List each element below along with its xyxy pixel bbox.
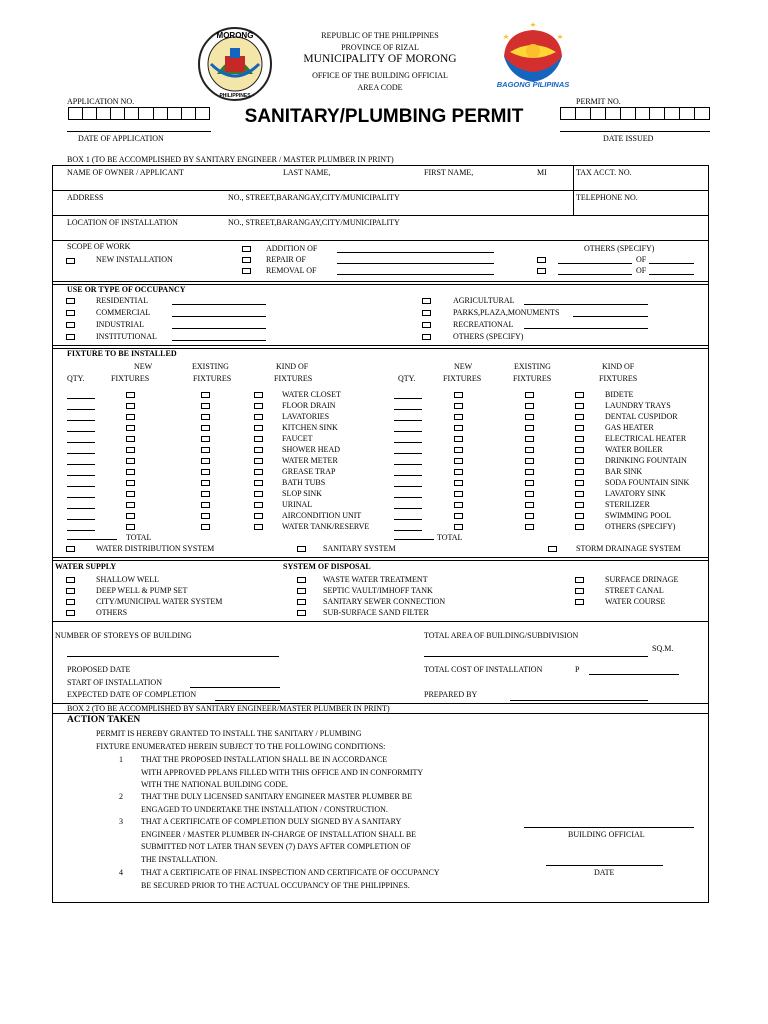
fixture-existing-checkbox[interactable] <box>201 392 210 398</box>
occupancy-label: OTHERS (SPECIFY) <box>453 332 524 341</box>
prepared-by-label: PREPARED BY <box>424 690 478 699</box>
application-no-boxes[interactable] <box>68 107 210 120</box>
condition-3-num: 3 <box>119 817 123 826</box>
fixture-new-checkbox[interactable] <box>454 480 463 486</box>
fixture-kind-checkbox[interactable] <box>254 414 263 420</box>
of-line-1[interactable] <box>649 263 694 264</box>
header-republic: REPUBLIC OF THE PHILIPPINES <box>321 31 439 40</box>
date-signature-line[interactable] <box>546 865 663 866</box>
fixture-new-checkbox[interactable] <box>454 513 463 519</box>
fixture-qty-line[interactable] <box>67 475 95 476</box>
building-official-signature-line[interactable] <box>524 827 694 828</box>
condition-1-line-1: THAT THE PROPOSED INSTALLATION SHALL BE IN ACCORDANCE <box>141 755 388 764</box>
fixture-existing-checkbox[interactable] <box>201 414 210 420</box>
fixture-existing-checkbox[interactable] <box>201 469 210 475</box>
h-fixtures-left-1: FIXTURES <box>111 374 150 383</box>
occupancy-label: RESIDENTIAL <box>96 296 148 305</box>
fixture-label: LAVATORY SINK <box>605 489 666 498</box>
expected-completion-line[interactable] <box>215 700 280 701</box>
fixture-kind-checkbox[interactable] <box>254 502 263 508</box>
disposal-label: WATER COURSE <box>605 597 666 606</box>
new-installation-label: NEW INSTALLATION <box>96 255 173 264</box>
repair-line[interactable] <box>337 263 494 264</box>
fixture-existing-checkbox[interactable] <box>525 458 534 464</box>
fixture-kind-checkbox[interactable] <box>575 524 584 530</box>
occupancy-line[interactable] <box>172 316 266 317</box>
total-cost-label: TOTAL COST OF INSTALLATION <box>424 665 543 674</box>
fixture-qty-line[interactable] <box>67 453 95 454</box>
fixture-qty-line[interactable] <box>67 442 95 443</box>
disposal-checkbox[interactable] <box>575 577 584 583</box>
action-intro-2: FIXTURE ENUMERATED HEREIN SUBJECT TO THE FOLLOWING CONDITIONS: <box>96 742 386 751</box>
prepared-by-line[interactable] <box>510 700 648 701</box>
fixture-label: BAR SINK <box>605 467 643 476</box>
fixture-existing-checkbox[interactable] <box>525 524 534 530</box>
fixture-label: DENTAL CUSPIDOR <box>605 412 678 421</box>
addition-line[interactable] <box>337 252 494 253</box>
h-kind-left: KIND OF <box>276 362 309 371</box>
fixture-existing-checkbox[interactable] <box>525 425 534 431</box>
disposal-label: SEPTIC VAULT/IMHOFF TANK <box>323 586 433 595</box>
water-supply-checkbox[interactable] <box>66 599 75 605</box>
fixture-label: LAVATORIES <box>282 412 330 421</box>
fixture-kind-checkbox[interactable] <box>575 502 584 508</box>
repair-checkbox[interactable] <box>242 257 251 263</box>
condition-3-line-4: THE INSTALLATION. <box>141 855 218 864</box>
condition-4-line-2: BE SECURED PRIOR TO THE ACTUAL OCCUPANCY OF THE PHILIPPINES. <box>141 881 410 890</box>
fixture-kind-checkbox[interactable] <box>254 469 263 475</box>
date-of-application-label: DATE OF APPLICATION <box>78 134 164 143</box>
of-label-1: OF <box>636 255 647 264</box>
location-label: LOCATION OF INSTALLATION <box>67 218 178 227</box>
telephone-label: TELEPHONE NO. <box>576 193 638 202</box>
occupancy-line[interactable] <box>172 340 266 341</box>
fixture-new-checkbox[interactable] <box>126 392 135 398</box>
logo-caption: BAGONG PILIPINAS <box>496 80 570 89</box>
storm-drainage-label: STORM DRAINAGE SYSTEM <box>576 544 681 553</box>
peso-sign: P <box>575 665 580 674</box>
occupancy-label: COMMERCIAL <box>96 308 151 317</box>
fixture-new-checkbox[interactable] <box>126 502 135 508</box>
condition-3-line-3: SUBMITTED NOT LATER THAN SEVEN (7) DAYS AFTER COMPLETION OF <box>141 842 411 851</box>
fixture-kind-checkbox[interactable] <box>575 458 584 464</box>
occupancy-checkbox[interactable] <box>422 334 431 340</box>
fixture-existing-checkbox[interactable] <box>525 491 534 497</box>
water-distribution-checkbox[interactable] <box>66 546 75 552</box>
water-distribution-label: WATER DISTRIBUTION SYSTEM <box>96 544 215 553</box>
box2-title: BOX 2 (TO BE ACCOMPLISHED BY SANITARY ENGINEER/MASTER PLUMBER IN PRINT) <box>67 704 390 713</box>
fixture-kind-checkbox[interactable] <box>254 480 263 486</box>
fixture-qty-line[interactable] <box>67 464 95 465</box>
disposal-title: SYSTEM OF DISPOSAL <box>283 562 371 571</box>
occupancy-line[interactable] <box>524 328 648 329</box>
others-line-2[interactable] <box>558 274 632 275</box>
proposed-date-label: PROPOSED DATE <box>67 665 131 674</box>
condition-1-num: 1 <box>119 755 123 764</box>
disposal-label: WASTE WATER TREATMENT <box>323 575 428 584</box>
h-existing-right: EXISTING <box>514 362 551 371</box>
occupancy-label: INSTITUTIONAL <box>96 332 157 341</box>
fixture-new-checkbox[interactable] <box>126 447 135 453</box>
condition-3-line-1: THAT A CERTIFICATE OF COMPLETION DULY SIGNED BY A SANITARY <box>141 817 402 826</box>
total-area-line[interactable] <box>424 656 648 657</box>
fixture-new-checkbox[interactable] <box>454 469 463 475</box>
fixture-kind-checkbox[interactable] <box>254 403 263 409</box>
fixture-qty-line[interactable] <box>67 398 95 399</box>
fixture-new-checkbox[interactable] <box>126 480 135 486</box>
fixture-kind-checkbox[interactable] <box>575 403 584 409</box>
total-line-right[interactable] <box>394 539 434 540</box>
header-office: OFFICE OF THE BUILDING OFFICIAL <box>312 71 448 80</box>
fixture-qty-line[interactable] <box>394 497 422 498</box>
date-issued-label: DATE ISSUED <box>603 134 654 143</box>
occupancy-checkbox[interactable] <box>66 322 75 328</box>
fixture-qty-line[interactable] <box>67 420 95 421</box>
removal-checkbox[interactable] <box>242 268 251 274</box>
fixture-new-checkbox[interactable] <box>126 414 135 420</box>
fixture-qty-line[interactable] <box>394 508 422 509</box>
fixture-qty-line[interactable] <box>394 519 422 520</box>
fixture-new-checkbox[interactable] <box>454 491 463 497</box>
condition-2-num: 2 <box>119 792 123 801</box>
total-label-left: TOTAL <box>126 533 152 542</box>
fixture-label: SLOP SINK <box>282 489 322 498</box>
total-area-label: TOTAL AREA OF BUILDING/SUBDIVISION <box>424 631 579 640</box>
water-supply-checkbox[interactable] <box>66 577 75 583</box>
occupancy-line[interactable] <box>172 304 266 305</box>
fixture-label: SHOWER HEAD <box>282 445 340 454</box>
fixture-kind-checkbox[interactable] <box>254 524 263 530</box>
fixture-label: WATER METER <box>282 456 338 465</box>
fixture-kind-checkbox[interactable] <box>254 425 263 431</box>
total-line-left[interactable] <box>67 539 117 540</box>
fixture-kind-checkbox[interactable] <box>254 513 263 519</box>
bagong-pilipinas-logo <box>494 22 572 94</box>
occupancy-title: USE OR TYPE OF OCCUPANCY <box>67 285 186 294</box>
fixture-new-checkbox[interactable] <box>454 436 463 442</box>
address-label: ADDRESS <box>67 193 104 202</box>
fixture-label: STERILIZER <box>605 500 650 509</box>
water-supply-checkbox[interactable] <box>66 588 75 594</box>
occupancy-line[interactable] <box>524 304 648 305</box>
fixture-existing-checkbox[interactable] <box>201 491 210 497</box>
total-label-right: TOTAL <box>437 533 463 542</box>
fixture-existing-checkbox[interactable] <box>525 447 534 453</box>
fixture-existing-checkbox[interactable] <box>201 436 210 442</box>
h-existing-left: EXISTING <box>192 362 229 371</box>
fixture-qty-line[interactable] <box>67 431 95 432</box>
fixture-label: AIRCONDITION UNIT <box>282 511 362 520</box>
building-official-label: BUILDING OFFICIAL <box>568 830 645 839</box>
others-specify-label: OTHERS (SPECIFY) <box>584 244 655 253</box>
disposal-checkbox[interactable] <box>297 599 306 605</box>
condition-2-line-1: THAT THE DULY LICENSED SANITARY ENGINEER MASTER PLUMBER BE <box>141 792 413 801</box>
condition-1-line-2: WITH APPROVED PPLANS FILLED WITH THIS OFFICE AND IN CONFORMITY <box>141 768 424 777</box>
fixture-qty-line[interactable] <box>394 409 422 410</box>
occupancy-line[interactable] <box>172 328 266 329</box>
fixture-new-checkbox[interactable] <box>454 425 463 431</box>
repair-label: REPAIR OF <box>266 255 306 264</box>
fixture-existing-checkbox[interactable] <box>201 524 210 530</box>
fixture-existing-checkbox[interactable] <box>525 392 534 398</box>
disposal-checkbox[interactable] <box>575 599 584 605</box>
h-qty-left: QTY. <box>67 374 85 383</box>
fixture-existing-checkbox[interactable] <box>525 480 534 486</box>
fixture-qty-line[interactable] <box>67 486 95 487</box>
mi-label: MI <box>537 168 547 177</box>
removal-line[interactable] <box>337 274 494 275</box>
fixture-label: ELECTRICAL HEATER <box>605 434 687 443</box>
fixture-kind-checkbox[interactable] <box>254 436 263 442</box>
fixture-kind-checkbox[interactable] <box>254 392 263 398</box>
fixture-existing-checkbox[interactable] <box>201 403 210 409</box>
water-supply-label: OTHERS <box>96 608 128 617</box>
fixture-existing-checkbox[interactable] <box>525 403 534 409</box>
disposal-label: SANITARY SEWER CONNECTION <box>323 597 446 606</box>
condition-2-line-2: ENGAGED TO UNDERTAKE THE INSTALLATION / CONSTRUCTION. <box>141 805 388 814</box>
occupancy-checkbox[interactable] <box>66 310 75 316</box>
fixture-qty-line[interactable] <box>67 508 95 509</box>
fixture-qty-line[interactable] <box>67 519 95 520</box>
water-supply-title: WATER SUPPLY <box>55 562 117 571</box>
storeys-line[interactable] <box>67 656 279 657</box>
permit-no-boxes[interactable] <box>560 107 710 120</box>
fixture-existing-checkbox[interactable] <box>201 502 210 508</box>
condition-1-line-3: WITH THE NATIONAL BUILDING CODE. <box>141 780 288 789</box>
others-checkbox-1[interactable] <box>537 257 546 263</box>
storeys-label: NUMBER OF STOREYS OF BUILDING <box>55 631 192 640</box>
fixture-qty-line[interactable] <box>394 486 422 487</box>
condition-4-num: 4 <box>119 868 123 877</box>
fixture-existing-checkbox[interactable] <box>201 480 210 486</box>
fixture-kind-checkbox[interactable] <box>254 458 263 464</box>
fixture-label: WATER BOILER <box>605 445 663 454</box>
disposal-label: SURFACE DRINAGE <box>605 575 679 584</box>
fixture-qty-line[interactable] <box>394 464 422 465</box>
fixture-new-checkbox[interactable] <box>126 513 135 519</box>
fixture-label: OTHERS (SPECIFY) <box>605 522 676 531</box>
seal-top-text: MORONG <box>216 31 254 40</box>
fixture-new-checkbox[interactable] <box>126 436 135 442</box>
start-installation-label: START OF INSTALLATION <box>67 678 162 687</box>
form-title: SANITARY/PLUMBING PERMIT <box>244 106 524 127</box>
fixture-kind-checkbox[interactable] <box>575 447 584 453</box>
fixture-label: BATH TUBS <box>282 478 326 487</box>
fixture-qty-line[interactable] <box>67 497 95 498</box>
fixture-kind-checkbox[interactable] <box>254 491 263 497</box>
last-name-label: LAST NAME, <box>283 168 331 177</box>
fixture-new-checkbox[interactable] <box>454 458 463 464</box>
h-qty-right: QTY. <box>398 374 416 383</box>
condition-4-line-1: THAT A CERTIFICATE OF FINAL INSPECTION AND CERTIFICATE OF OCCUPANCY <box>141 868 440 877</box>
fixture-new-checkbox[interactable] <box>454 502 463 508</box>
fixtures-title: FIXTURE TO BE INSTALLED <box>67 349 177 358</box>
date-issued-line[interactable] <box>560 131 710 132</box>
fixture-new-checkbox[interactable] <box>454 392 463 398</box>
action-intro-1: PERMIT IS HEREBY GRANTED TO INSTALL THE SANITARY / PLUMBING <box>96 729 362 738</box>
fixture-kind-checkbox[interactable] <box>575 425 584 431</box>
occupancy-label: PARKS,PLAZA,MONUMENTS <box>453 308 560 317</box>
header-municipality: MUNICIPALITY OF MORONG <box>303 53 457 65</box>
application-no-label: APPLICATION NO. <box>67 97 135 106</box>
sqm-label: SQ.M. <box>652 644 674 653</box>
fixture-qty-line[interactable] <box>394 453 422 454</box>
occupancy-checkbox[interactable] <box>422 298 431 304</box>
fixture-new-checkbox[interactable] <box>126 403 135 409</box>
scope-label: SCOPE OF WORK <box>67 242 131 251</box>
box1-title: BOX 1 (TO BE ACCOMPLISHED BY SANITARY ENGINEER / MASTER PLUMBER IN PRINT) <box>67 155 394 164</box>
disposal-checkbox[interactable] <box>297 610 306 616</box>
fixture-label: SODA FOUNTAIN SINK <box>605 478 690 487</box>
occupancy-checkbox[interactable] <box>422 322 431 328</box>
h-fixtures-left-3: FIXTURES <box>274 374 313 383</box>
fixture-label: GAS HEATER <box>605 423 654 432</box>
fixture-new-checkbox[interactable] <box>126 469 135 475</box>
disposal-checkbox[interactable] <box>575 588 584 594</box>
fixture-kind-checkbox[interactable] <box>575 513 584 519</box>
fixture-new-checkbox[interactable] <box>454 414 463 420</box>
permit-no-label: PERMIT NO. <box>576 97 621 106</box>
others-line-1[interactable] <box>558 263 632 264</box>
fixture-existing-checkbox[interactable] <box>525 436 534 442</box>
occupancy-label: RECREATIONAL <box>453 320 514 329</box>
h-new-right: NEW <box>454 362 473 371</box>
fixture-existing-checkbox[interactable] <box>525 502 534 508</box>
disposal-label: SUB-SURFACE SAND FILTER <box>323 608 429 617</box>
fixture-qty-line[interactable] <box>67 530 95 531</box>
fixture-existing-checkbox[interactable] <box>201 458 210 464</box>
fixture-existing-checkbox[interactable] <box>201 447 210 453</box>
fixture-kind-checkbox[interactable] <box>575 414 584 420</box>
fixture-new-checkbox[interactable] <box>126 491 135 497</box>
fixture-label: LAUNDRY TRAYS <box>605 401 671 410</box>
fixture-kind-checkbox[interactable] <box>575 491 584 497</box>
water-supply-checkbox[interactable] <box>66 610 75 616</box>
start-installation-line[interactable] <box>190 687 280 688</box>
fixture-new-checkbox[interactable] <box>454 403 463 409</box>
header-area-code: AREA CODE <box>357 83 403 92</box>
fixture-existing-checkbox[interactable] <box>201 513 210 519</box>
h-kind-right: KIND OF <box>602 362 635 371</box>
municipal-seal <box>197 26 273 102</box>
sanitary-system-label: SANITARY SYSTEM <box>323 544 396 553</box>
fixture-qty-line[interactable] <box>394 420 422 421</box>
fixture-existing-checkbox[interactable] <box>525 469 534 475</box>
new-installation-checkbox[interactable] <box>66 258 75 264</box>
addition-label: ADDITION OF <box>266 244 318 253</box>
fixture-qty-line[interactable] <box>394 475 422 476</box>
water-supply-label: DEEP WELL & PUMP SET <box>96 586 188 595</box>
tax-acct-label: TAX ACCT. NO. <box>576 168 632 177</box>
occupancy-checkbox[interactable] <box>66 298 75 304</box>
occupancy-label: INDUSTRIAL <box>96 320 144 329</box>
fixture-kind-checkbox[interactable] <box>575 436 584 442</box>
header-province: PROVINCE OF RIZAL <box>341 43 419 52</box>
action-title: ACTION TAKEN <box>67 715 141 725</box>
h-fixtures-left-2: FIXTURES <box>193 374 232 383</box>
fixture-existing-checkbox[interactable] <box>525 414 534 420</box>
removal-label: REMOVAL OF <box>266 266 317 275</box>
occupancy-checkbox[interactable] <box>422 310 431 316</box>
of-line-2[interactable] <box>649 274 694 275</box>
fixture-kind-checkbox[interactable] <box>575 480 584 486</box>
fixture-label: DRINKING FOUNTAIN <box>605 456 687 465</box>
others-checkbox-2[interactable] <box>537 268 546 274</box>
fixture-qty-line[interactable] <box>67 409 95 410</box>
fixture-new-checkbox[interactable] <box>126 425 135 431</box>
h-fixtures-right-2: FIXTURES <box>513 374 552 383</box>
total-cost-line[interactable] <box>589 674 679 675</box>
fixture-kind-checkbox[interactable] <box>575 469 584 475</box>
fixture-qty-line[interactable] <box>394 398 422 399</box>
fixture-existing-checkbox[interactable] <box>525 513 534 519</box>
fixture-label: WATER TANK/RESERVE <box>282 522 370 531</box>
owner-name-label: NAME OF OWNER / APPLICANT <box>67 168 184 177</box>
fixture-qty-line[interactable] <box>394 431 422 432</box>
condition-3-line-2: ENGINEER / MASTER PLUMBER IN-CHARGE OF INSTALLATION SHALL BE <box>141 830 417 839</box>
first-name-label: FIRST NAME, <box>424 168 474 177</box>
water-supply-label: SHALLOW WELL <box>96 575 160 584</box>
fixture-label: KITCHEN SINK <box>282 423 338 432</box>
occupancy-checkbox[interactable] <box>66 334 75 340</box>
fixture-label: SWIMMING POOL <box>605 511 671 520</box>
address-format: NO., STREET,BARANGAY,CITY/MUNICIPALITY <box>228 193 400 202</box>
occupancy-label: AGRICULTURAL <box>453 296 515 305</box>
h-fixtures-right-1: FIXTURES <box>443 374 482 383</box>
h-new-left: NEW <box>134 362 153 371</box>
water-supply-label: CITY/MUNICIPAL WATER SYSTEM <box>96 597 223 606</box>
fixture-new-checkbox[interactable] <box>454 447 463 453</box>
addition-checkbox[interactable] <box>242 246 251 252</box>
fixture-label: BIDETE <box>605 390 634 399</box>
fixture-qty-line[interactable] <box>394 442 422 443</box>
fixture-qty-line[interactable] <box>394 530 422 531</box>
fixture-new-checkbox[interactable] <box>454 524 463 530</box>
fixture-existing-checkbox[interactable] <box>201 425 210 431</box>
sanitary-system-checkbox[interactable] <box>297 546 306 552</box>
disposal-label: STREET CANAL <box>605 586 664 595</box>
occupancy-line[interactable] <box>573 316 648 317</box>
h-fixtures-right-3: FIXTURES <box>599 374 638 383</box>
fixture-label: WATER CLOSET <box>282 390 341 399</box>
location-format: NO., STREET,BARANGAY,CITY/MUNICIPALITY <box>228 218 400 227</box>
storm-drainage-checkbox[interactable] <box>548 546 557 552</box>
disposal-checkbox[interactable] <box>297 588 306 594</box>
fixture-kind-checkbox[interactable] <box>575 392 584 398</box>
fixture-label: FAUCET <box>282 434 313 443</box>
disposal-checkbox[interactable] <box>297 577 306 583</box>
expected-completion-label: EXPECTED DATE OF COMPLETION <box>67 690 197 699</box>
date-of-application-line[interactable] <box>67 131 211 132</box>
fixture-kind-checkbox[interactable] <box>254 447 263 453</box>
seal-bottom-text: PHILIPPINES <box>219 93 251 99</box>
fixture-label: FLOOR DRAIN <box>282 401 336 410</box>
fixture-label: GREASE TRAP <box>282 467 336 476</box>
fixture-new-checkbox[interactable] <box>126 458 135 464</box>
fixture-label: URINAL <box>282 500 313 509</box>
fixture-new-checkbox[interactable] <box>126 524 135 530</box>
of-label-2: OF <box>636 266 647 275</box>
date-label: DATE <box>594 868 615 877</box>
